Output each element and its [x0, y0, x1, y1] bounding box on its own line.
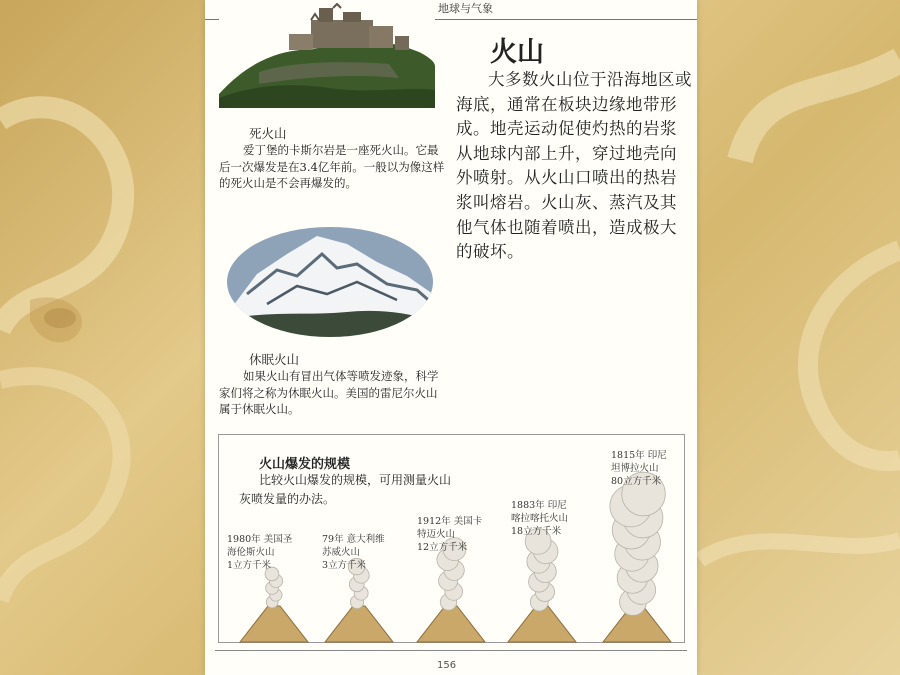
eruption-label-line: 喀拉喀托火山: [511, 513, 569, 524]
eruption-label-line: 1912年 美国卡: [417, 516, 483, 527]
mount-rainier-photo: [227, 224, 433, 340]
eruption-label-line: 3立方千米: [322, 560, 367, 571]
eruption-label-line: 80立方千米: [611, 476, 662, 487]
volcano-eruption: [603, 472, 671, 642]
page-title: 火山: [490, 37, 544, 68]
eruption-label-line: 苏威火山: [322, 547, 361, 558]
eruption-scale-panel: [218, 434, 685, 643]
volcano-eruption: [508, 528, 576, 642]
eruption-label: [417, 515, 482, 554]
main-paragraph: 大多数火山位于沿海地区或海底，通常在板块边缘地带形成。地壳运动促使灼热的岩浆从地球内部上升，穿过地壳向外喷射。从火山口喷出的热岩浆叫熔岩。火山灰、蒸汽及其他气体也随着喷出，造成极大的破坏。: [456, 70, 692, 262]
dormant-volcano-text: 如果火山有冒出气体等喷发迹象，科学家们将之称为休眠火山。美国的雷尼尔火山属于休眠火山。: [219, 369, 439, 416]
eruption-label-line: 12立方千米: [417, 542, 468, 553]
volcano-cone: [508, 606, 576, 642]
scale-title: 火山爆发的规模: [259, 457, 351, 472]
eruption-label-line: 1980年 美国圣: [227, 534, 293, 545]
bottom-divider: [215, 650, 687, 651]
eruption-label: [227, 533, 292, 572]
eruption-label: [511, 499, 568, 538]
eruption-label-line: 海伦斯火山: [227, 547, 275, 558]
page-number: 156: [437, 660, 457, 671]
eruption-label: [611, 449, 667, 488]
volcano-cone: [417, 606, 485, 642]
eruption-label-line: 1815年 印尼: [611, 450, 667, 461]
eruption-label-line: 18立方千米: [511, 526, 562, 537]
dead-volcano-text: 爱丁堡的卡斯尔岩是一座死火山。它最后一次爆发是在3.4亿年前。一般以为像这样的死火山是不会再爆发的。: [219, 143, 445, 190]
eruption-label-line: 坦博拉火山: [611, 463, 659, 474]
eruption-label-line: 特迈火山: [417, 529, 456, 540]
volcano-cone: [325, 606, 393, 642]
dormant-volcano-title: 休眠火山: [249, 352, 300, 367]
eruption-label-line: 79年 意大利维: [322, 534, 385, 545]
castle-rock-photo: [219, 2, 435, 108]
eruption-label-line: 1883年 印尼: [511, 500, 567, 511]
running-head: 地球与气象: [205, 0, 697, 20]
eruption-label-line: 1立方千米: [227, 560, 272, 571]
volcano-eruption: [240, 567, 308, 642]
volcano-cone: [240, 606, 308, 642]
eruption-label: [322, 533, 385, 572]
scale-description: 比较火山爆发的规模，可用测量火山灰喷发量的办法。: [239, 473, 452, 506]
dead-volcano-title: 死火山: [249, 126, 287, 141]
book-page: [205, 0, 697, 675]
